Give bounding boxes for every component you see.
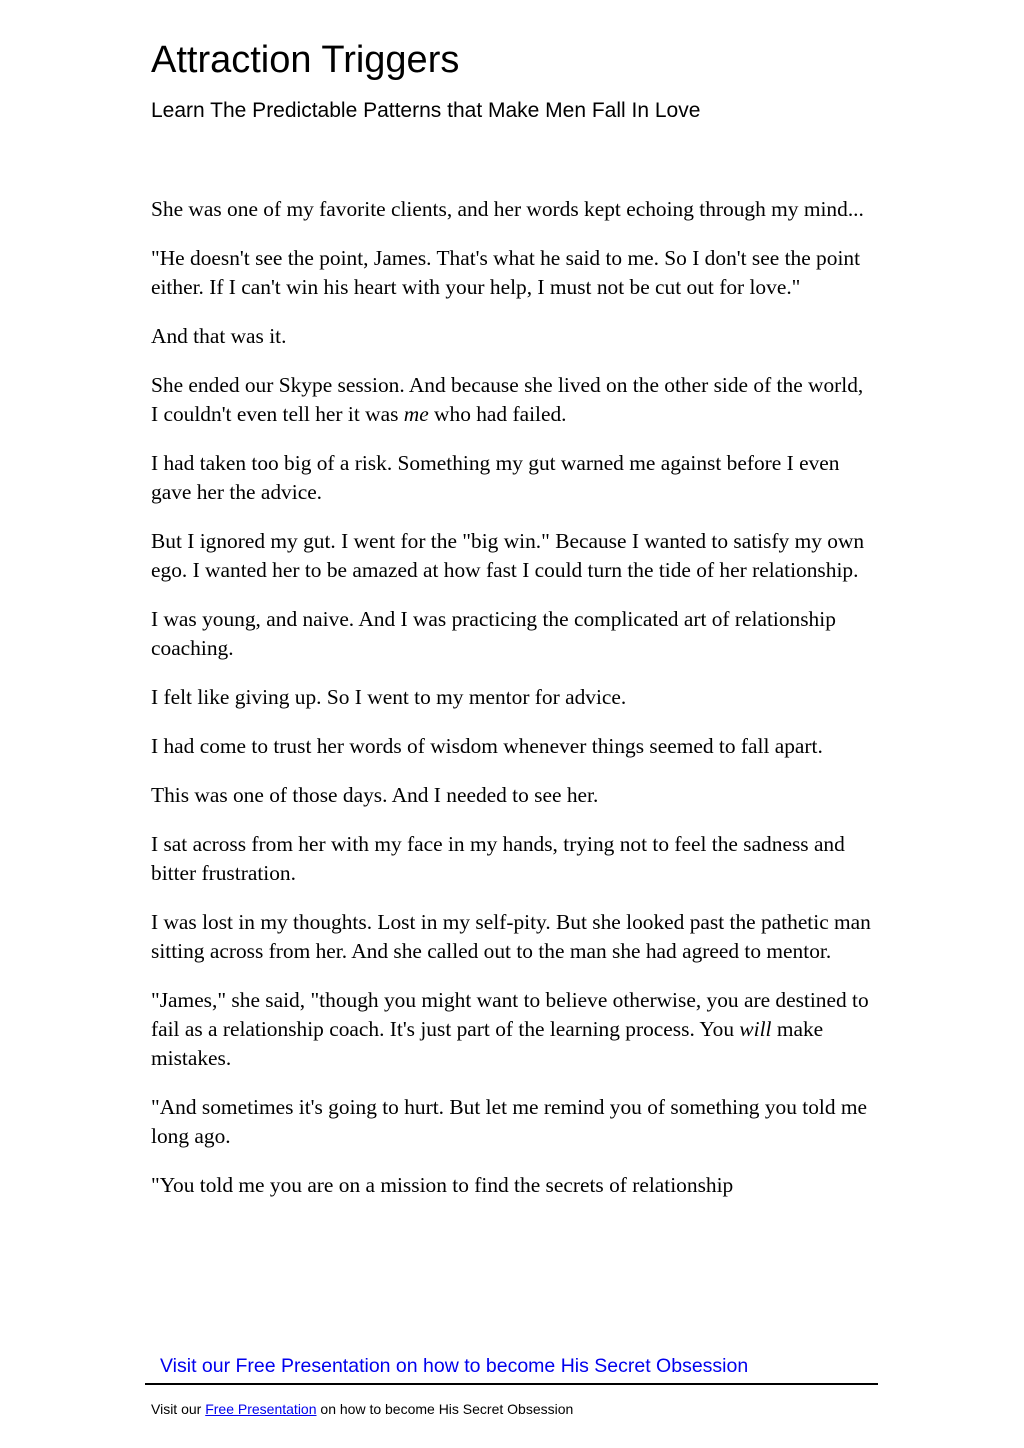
- paragraph-text: "And sometimes it's going to hurt. But let me remind you of something you told me long ago.: [151, 1095, 868, 1148]
- paragraph-text: I had come to trust her words of wisdom whenever things seemed to fall apart.: [151, 734, 823, 758]
- paragraph-text: "You told me you are on a mission to find the secrets of relationship: [151, 1173, 734, 1197]
- article-paragraph: [151, 830, 875, 888]
- article-body: [151, 195, 875, 1347]
- article-paragraph: [151, 1093, 875, 1151]
- paragraph-text: But I ignored my gut. I went for the "big win." Because I wanted to satisfy my own ego. I wanted her to be amazed at how fast I could turn the tide of her relationship.: [151, 529, 865, 582]
- article-paragraph: [151, 244, 875, 302]
- article-paragraph: [151, 322, 875, 351]
- footer-suffix: on how to become His Secret Obsession: [316, 1401, 574, 1417]
- emphasis-text: will: [739, 1017, 772, 1041]
- paragraph-text: I sat across from her with my face in my hands, trying not to feel the sadness and bitter frustration.: [151, 832, 845, 885]
- page-title: Attraction Triggers: [151, 39, 460, 81]
- page-subtitle: Learn The Predictable Patterns that Make Men Fall In Love: [151, 99, 701, 122]
- footer-divider: [145, 1383, 878, 1385]
- paragraph-text: And that was it.: [151, 324, 287, 348]
- article-paragraph: [151, 683, 875, 712]
- article-paragraph: [151, 195, 875, 224]
- paragraph-text: "He doesn't see the point, James. That's what he said to me. So I don't see the point either. If I can't win his heart with your help, I must not be cut out for love.": [151, 246, 861, 299]
- paragraph-text: make mistakes.: [151, 1017, 824, 1070]
- document-page: [151, 0, 875, 1448]
- paragraph-text: I was lost in my thoughts. Lost in my self-pity. But she looked past the pathetic man sitting across from her. And she called out to the man she had agreed to mentor.: [151, 910, 871, 963]
- article-paragraph: [151, 449, 875, 507]
- paragraph-text: "James," she said, "though you might want to believe otherwise, you are destined to fail as a relationship coach. It's just part of the learning process. You: [151, 988, 869, 1041]
- paragraph-text: who had failed.: [428, 402, 567, 426]
- article-paragraph: [151, 986, 875, 1073]
- paragraph-text: I was young, and naive. And I was practicing the complicated art of relationship coaching.: [151, 607, 836, 660]
- article-paragraph: [151, 527, 875, 585]
- footer-free-presentation-link[interactable]: Free Presentation: [205, 1401, 317, 1417]
- emphasis-text: me: [403, 402, 429, 426]
- paragraph-text: I felt like giving up. So I went to my mentor for advice.: [151, 685, 627, 709]
- paragraph-text: I had taken too big of a risk. Something my gut warned me against before I even gave her the advice.: [151, 451, 840, 504]
- paragraph-text: This was one of those days. And I needed to see her.: [151, 783, 599, 807]
- article-paragraph: [151, 1171, 875, 1200]
- article-paragraph: [151, 605, 875, 663]
- paragraph-text: She ended our Skype session. And because she lived on the other side of the world, I couldn't even tell her it was: [151, 373, 864, 426]
- free-presentation-cta-link[interactable]: Visit our Free Presentation on how to become His Secret Obsession: [160, 1355, 749, 1377]
- footer-prefix: Visit our: [151, 1401, 206, 1417]
- article-paragraph: [151, 781, 875, 810]
- paragraph-text: She was one of my favorite clients, and her words kept echoing through my mind...: [151, 197, 864, 221]
- article-paragraph: [151, 371, 875, 429]
- article-paragraph: [151, 908, 875, 966]
- footer: [151, 1400, 573, 1418]
- article-paragraph: [151, 732, 875, 761]
